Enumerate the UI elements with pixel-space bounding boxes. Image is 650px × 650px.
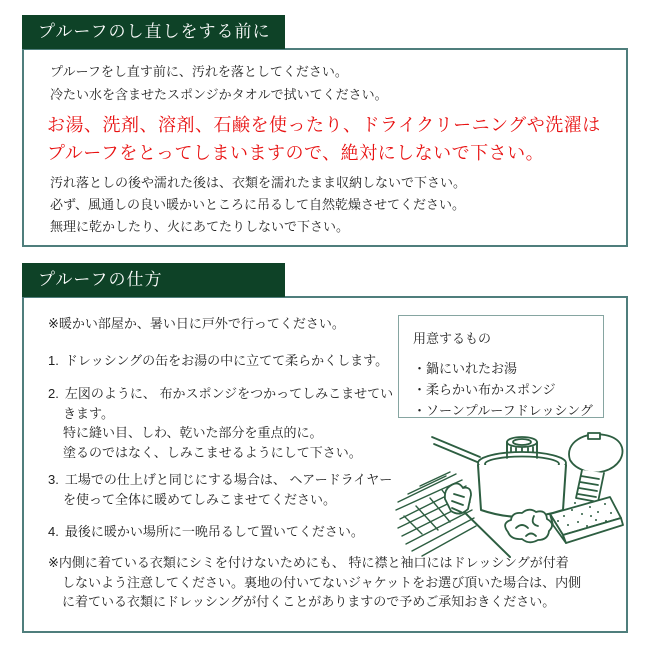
section1-title-bar (22, 15, 285, 49)
step-text: 塗るのではなく、しみこませるようにして下さい。 (63, 444, 362, 460)
step-text: 左図のように、 布かスポンジをつかってしみこませてい (64, 386, 394, 401)
after-line: 必ず、風通しの良い暖かいところに吊るして自然乾燥させてください。 (50, 197, 465, 212)
after-line: 無理に乾かしたり、火にあてたりしないで下さい。 (50, 219, 350, 234)
bottom-note-line: に着ている衣類にドレッシングが付くことがありますので予めご承知おきください。 (62, 594, 556, 609)
proofing-illustration (392, 424, 624, 560)
step-text: ドレッシングの缶をお湯の中に立てて柔らかくします。 (64, 353, 389, 368)
step-number: 4. (48, 524, 59, 539)
step-number: 2. (48, 386, 59, 401)
supplies-item: ・ソーンプルーフドレッシング (413, 403, 593, 418)
intro-line: プルーフをし直す前に、汚れを落としてください。 (50, 64, 348, 79)
section2-top-note: ※暖かい部屋か、暑い日に戸外で行ってください。 (48, 316, 345, 331)
warning-line: プルーフをとってしまいますので、絶対にしないで下さい。 (47, 143, 545, 163)
supplies-item: ・柔らかい布かスポンジ (413, 382, 556, 397)
step-number: 3. (48, 472, 59, 487)
bottom-note-line: ※内側に着ている衣類にシミを付けないためにも、 特に襟と袖口にはドレッシングが付着 (48, 555, 569, 570)
section1-intro-text (50, 60, 388, 106)
step-text: 工場での仕上げと同じにする場合は、 ヘアードライヤー (64, 472, 393, 487)
section2-bottom-note (48, 553, 581, 612)
step-3 (48, 470, 392, 509)
section1-after-text (50, 172, 466, 238)
supplies-item: ・鍋にいれたお湯 (413, 361, 518, 376)
step-text: を使って全体に暖めてしみこませてください。 (63, 491, 337, 507)
section2-title: プルーフの仕方 (38, 270, 163, 289)
section1-title: プルーフのし直しをする前に (38, 22, 271, 41)
bottom-note-line: しないよう注意してください。裏地の付いてないジャケットをお選び頂いた場合は、内側 (62, 574, 582, 590)
supplies-title: 用意するもの (413, 331, 492, 346)
after-line: 汚れ落としの後や濡れた後は、衣類を濡れたまま収納しないで下さい。 (50, 175, 467, 190)
step-text: 特に縫い目、しわ、乾いた部分を重点的に。 (63, 425, 323, 440)
step-text: きます。 (63, 405, 114, 421)
step-1 (48, 351, 388, 371)
supplies-box (398, 315, 604, 418)
step-2 (48, 384, 393, 462)
step-text: 最後に暖かい場所に一晩吊るして置いてください。 (64, 524, 364, 539)
section1-warning-text (47, 111, 601, 167)
intro-line: 冷たい水を含ませたスポンジかタオルで拭いてください。 (50, 87, 388, 102)
warning-line: お湯、洗剤、溶剤、石鹸を使ったり、ドライクリーニングや洗濯は (47, 115, 601, 135)
step-4 (48, 522, 364, 542)
hairdryer-icon (569, 433, 622, 502)
section2-title-bar (22, 263, 285, 297)
step-number: 1. (48, 353, 59, 368)
